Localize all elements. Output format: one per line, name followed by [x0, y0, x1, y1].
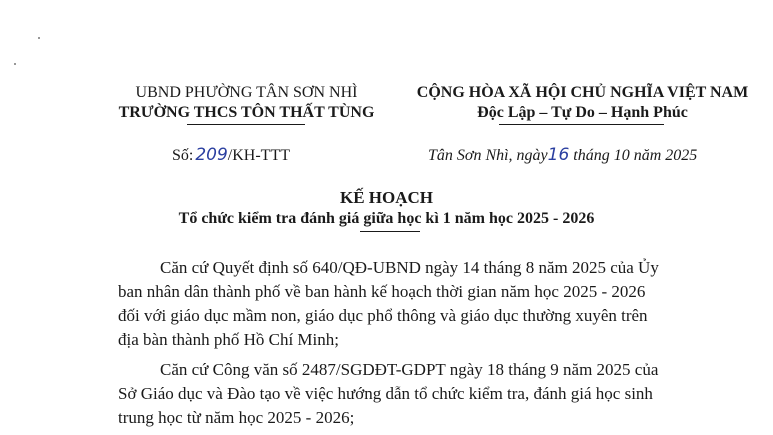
- motto-underline: [499, 124, 664, 125]
- paragraph-2-line-3: trung học từ năm học 2025 - 2026;: [118, 408, 355, 427]
- doc-number-suffix: /KH-TTT: [227, 147, 290, 164]
- scan-speck: [14, 63, 16, 65]
- scan-speck: [38, 37, 40, 39]
- national-title: CỘNG HÒA XÃ HỘI CHỦ NGHĨA VIỆT NAM: [416, 84, 749, 101]
- subtitle-underline: [360, 231, 420, 232]
- paragraph-2-line-1: Căn cứ Công văn số 2487/SGDĐT-GDPT ngày 18 tháng 9 năm 2025 của: [160, 360, 659, 379]
- handwritten-doc-number: 209: [195, 145, 228, 165]
- date-prefix: Tân Sơn Nhì, ngày: [428, 147, 548, 164]
- school-name-underline: [187, 124, 305, 125]
- document-number: [172, 145, 290, 165]
- document-subtitle: Tổ chức kiểm tra đánh giá giữa học kì 1 năm học 2025 - 2026: [178, 210, 595, 227]
- paragraph-2-line-2: Sở Giáo dục và Đào tạo về việc hướng dẫn tổ chức kiểm tra, đánh giá học sinh: [118, 384, 653, 403]
- date-line: [428, 145, 697, 165]
- national-motto: Độc Lập – Tự Do – Hạnh Phúc: [477, 104, 688, 121]
- paragraph-1-line-4: địa bàn thành phố Hồ Chí Minh;: [118, 330, 339, 349]
- paragraph-1-line-1: Căn cứ Quyết định số 640/QĐ-UBND ngày 14 tháng 8 năm 2025 của Ủy: [160, 258, 659, 277]
- handwritten-day: 16: [547, 145, 570, 165]
- doc-number-prefix: Số:: [172, 147, 194, 164]
- school-name: TRƯỜNG THCS TÔN THẤT TÙNG: [118, 104, 375, 121]
- agency-name: UBND PHƯỜNG TÂN SƠN NHÌ: [135, 84, 358, 101]
- document-title: KẾ HOẠCH: [339, 188, 434, 207]
- date-suffix: tháng 10 năm 2025: [573, 147, 698, 164]
- paragraph-1-line-2: ban nhân dân thành phố về ban hành kế hoạch thời gian năm học 2025 - 2026: [118, 282, 646, 301]
- paragraph-1-line-3: đối với giáo dục mầm non, giáo dục phổ thông và giáo dục thường xuyên trên: [118, 306, 648, 325]
